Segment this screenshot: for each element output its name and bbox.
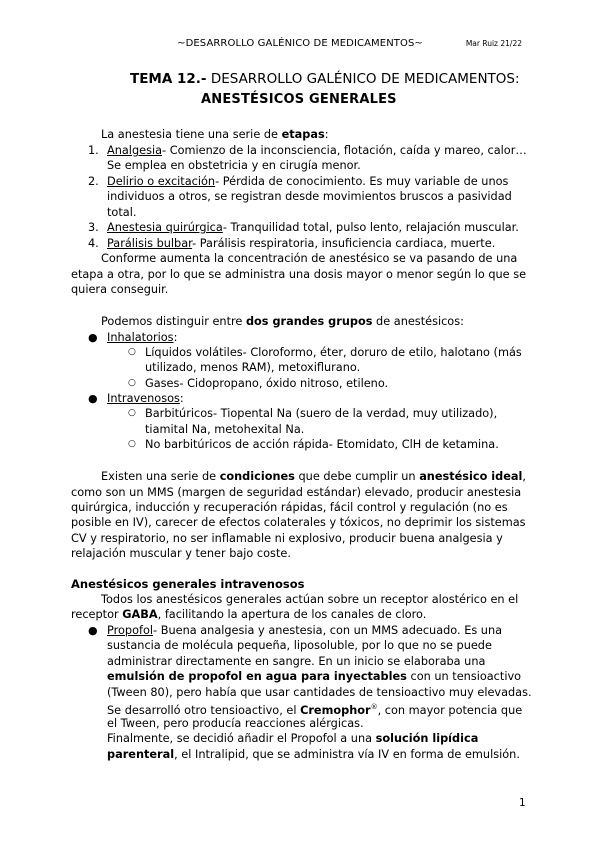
sub-list-item: No barbitúricos de acción rápida- Etomidato, ClH de ketamina. (145, 438, 499, 451)
sub-list-item-cont: tiamital Na, metohexital Na. (145, 423, 305, 436)
paragraph-line: CV y respiratorio, no ser inflamable ni explosivo, producir buena analgesia y (71, 532, 503, 545)
paragraph-line: posible en IV), carecer de efectos colaterales y tóxicos, no deprimir los sistemas (71, 516, 526, 529)
paragraph-line: quiera conseguir. (71, 283, 169, 296)
list-item: Propofol- Buena analgesia y anestesia, con un MMS adecuado. Es una (107, 624, 503, 637)
list-item: Parálisis bulbar- Parálisis respiratoria, insuficiencia cardiaca, muerte. (107, 237, 496, 250)
list-item: Delirio o excitación- Pérdida de conocimiento. Es muy variable de unos (107, 175, 509, 188)
paragraph-line: relajación muscular y tener bajo coste. (71, 547, 291, 560)
list-item-cont: individuos a otros, se registran desde movimientos bruscos a pasividad (107, 190, 512, 203)
grupos-line: Podemos distinguir entre dos grandes grupos de anestésicos: (101, 315, 464, 328)
grupos-keyword: dos grandes grupos (245, 315, 373, 328)
sub-list-item-cont: utilizado, menos RAM), metoxiflurano. (145, 361, 361, 374)
circle-bullet-icon: ○ (128, 408, 136, 418)
paragraph-line: Todos los anestésicos generales actúan sobre un receptor alostérico en el (101, 593, 519, 606)
list-item-cont: administrar directamente en sangre. En un inicio se elaboraba una (107, 655, 486, 668)
list-item-cont: sustancia de molécula pequeña, liposoluble, por lo que no se puede (107, 639, 492, 652)
page-number: 1 (519, 797, 526, 809)
list-number: 4. (88, 237, 99, 250)
list-item: Intravenosos: (107, 392, 184, 405)
bullet-icon: ● (88, 624, 98, 637)
list-number: 2. (88, 175, 99, 188)
list-item-cont: Finalmente, se decidió añadir el Propofol a una solución lipídica (107, 732, 479, 745)
header-title: ~DESARROLLO GALÉNICO DE MEDICAMENTOS~ (177, 38, 423, 49)
paragraph-line: como son un MMS (margen de seguridad estándar) elevado, producir anestesia (71, 486, 522, 499)
section-heading: Anestésicos generales intravenosos (71, 577, 305, 591)
list-item-cont: emulsión de propofol en agua para inyectables con un tensioactivo (107, 670, 522, 683)
list-number: 1. (88, 144, 99, 157)
circle-bullet-icon: ○ (128, 439, 136, 449)
list-item-cont: Se desarrolló otro tensioactivo, el Cremophor®, con mayor potencia que (107, 703, 523, 717)
sub-list-item: Gases- Cidopropano, óxido nitroso, etileno. (145, 377, 389, 390)
circle-bullet-icon: ○ (128, 378, 136, 388)
bullet-icon: ● (88, 331, 98, 344)
list-item-cont: Se emplea en obstetricia y en cirugía menor. (107, 159, 361, 172)
list-item: Anestesia quirúrgica- Tranquilidad total, pulso lento, relajación muscular. (107, 221, 519, 234)
list-item: Analgesia- Comienzo de la inconsciencia, flotación, caída y mareo, calor… (107, 144, 527, 157)
list-item-cont: el Tween, pero producía reacciones alérgicas. (107, 717, 364, 730)
list-item-cont: total. (107, 206, 137, 219)
list-item-cont: parenteral, el Intralipid, que se administra vía IV en forma de emulsión. (107, 748, 520, 761)
list-item-cont: (Tween 80), pero había que usar cantidades de tensioactivo muy elevadas. (107, 686, 532, 699)
bullet-icon: ● (88, 392, 98, 405)
page-subtitle: ANESTÉSICOS GENERALES (201, 92, 397, 107)
tema-number: TEMA 12.- (130, 71, 207, 87)
paragraph-line: quirúrgica, inducción y recuperación rápidas, fácil control y regulación (no es (71, 501, 508, 514)
intro-line: La anestesia tiene una serie de etapas: (101, 128, 329, 141)
tema-title: DESARROLLO GALÉNICO DE MEDICAMENTOS: (206, 71, 520, 87)
paragraph-line: receptor GABA, facilitando la apertura de los canales de cloro. (71, 608, 427, 621)
paragraph-line: Existen una serie de condiciones que debe cumplir un anestésico ideal, (101, 470, 526, 483)
paragraph-line: Conforme aumenta la concentración de anestésico se va pasando de una (101, 252, 518, 265)
list-number: 3. (88, 221, 99, 234)
circle-bullet-icon: ○ (128, 347, 136, 357)
page-title (130, 71, 520, 87)
sub-list-item: Líquidos volátiles- Cloroformo, éter, doruro de etilo, halotano (más (145, 346, 522, 359)
etapas-keyword: etapas (281, 128, 325, 141)
paragraph-line: etapa a otra, por lo que se administra una dosis mayor o menor según lo que se (71, 268, 527, 281)
list-item: Inhalatorios: (107, 331, 178, 344)
header-author: Mar Ruiz 21/22 (465, 39, 522, 48)
sub-list-item: Barbitúricos- Tiopental Na (suero de la verdad, muy utilizado), (145, 407, 498, 420)
